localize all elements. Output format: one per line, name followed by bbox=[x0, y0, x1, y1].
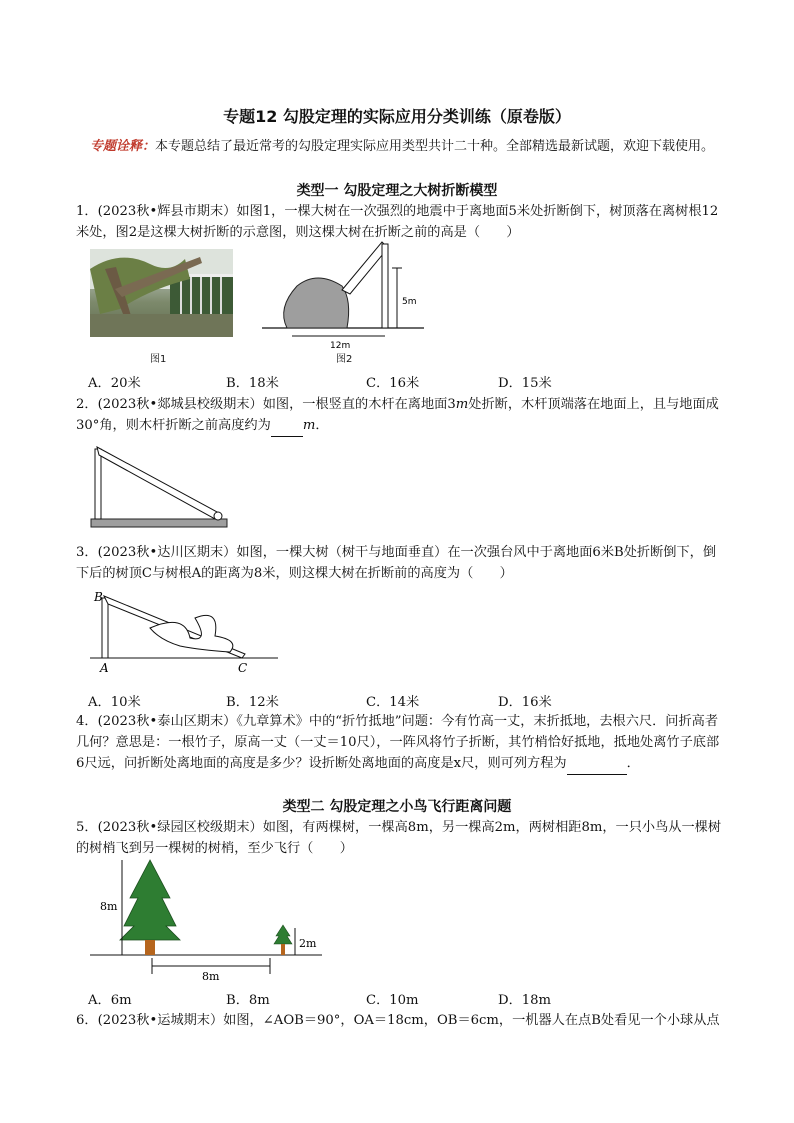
question-text: (2023秋•辉县市期末）如图1，一棵大树在一次强烈的地震中于离地面5米处折断倒下，树顶落在离树根12米处，图2是这棵大树折断的示意图，则这棵大树在折断之前的高是（ ） bbox=[76, 204, 719, 240]
label-8m: 8m bbox=[100, 900, 118, 913]
question-6 bbox=[76, 1010, 726, 1031]
option-c[interactable]: C．10m bbox=[366, 993, 419, 1008]
question-3 bbox=[76, 542, 726, 584]
intro-text: 本专题总结了最近常考的勾股定理实际应用类型共计二十种。全部精选最新试题，欢迎下载使用。 bbox=[155, 139, 715, 154]
question-text: (2023秋•绿园区校级期末）如图，有两棵树，一棵高8m，另一棵高2m，两树相距8m，一只小鸟从一棵树的树梢飞到另一棵树的树梢，至少飞行（ ） bbox=[76, 820, 722, 856]
option-a[interactable]: A．20米 bbox=[88, 376, 141, 391]
figure-2-diagram bbox=[262, 238, 442, 351]
option-d[interactable]: D．16米 bbox=[498, 695, 552, 710]
option-c[interactable]: C．14米 bbox=[366, 695, 420, 710]
question-4 bbox=[76, 711, 726, 775]
tree-trunk bbox=[102, 598, 108, 658]
option-a[interactable]: A．6m bbox=[88, 993, 132, 1008]
option-a[interactable]: A．10米 bbox=[88, 695, 141, 710]
label-a: A bbox=[100, 661, 109, 675]
page-title: 专题12 勾股定理的实际应用分类训练（原卷版） bbox=[223, 107, 571, 126]
answer-blank[interactable] bbox=[271, 415, 303, 437]
option-b[interactable]: B．18米 bbox=[226, 376, 279, 391]
question-5 bbox=[76, 817, 726, 859]
question-text-b: 处折断，木杆顶端落在地面上，且与地面成30°角，则木杆折断之前高度约为 bbox=[76, 397, 719, 433]
short-tree-icon bbox=[274, 925, 292, 944]
short-tree-trunk bbox=[281, 944, 285, 955]
option-d[interactable]: D．18m bbox=[498, 993, 552, 1008]
tall-tree-trunk bbox=[145, 940, 155, 955]
question-1 bbox=[76, 201, 726, 243]
tall-tree-icon bbox=[120, 860, 180, 940]
question-number: 3． bbox=[76, 545, 98, 560]
figure-1-caption: 图1 bbox=[150, 354, 167, 365]
fallen-tree-photo bbox=[90, 249, 233, 337]
two-trees-diagram bbox=[90, 858, 330, 983]
label-5m: 5m bbox=[402, 297, 417, 307]
label-12m: 12m bbox=[330, 341, 351, 351]
fallen-pole bbox=[97, 447, 219, 519]
typhoon-tree-diagram bbox=[90, 588, 280, 678]
rock-shape bbox=[284, 278, 349, 328]
question-text-a: (2023秋•郯城县校级期末）如图，一根竖直的木杆在离地面3 bbox=[97, 397, 456, 412]
upright-pole bbox=[95, 449, 101, 519]
question-text: (2023秋•达川区期末）如图，一棵大树（树干与地面垂直）在一次强台风中于离地面6米B处折断倒下，倒下后的树顶C与树根A的距离为8米，则这棵大树在折断前的高度为（ ） bbox=[76, 545, 717, 581]
question-text-c: ． bbox=[315, 418, 329, 433]
question-number: 2． bbox=[76, 397, 98, 412]
section-heading-2: 类型二 勾股定理之小鸟飞行距离问题 bbox=[282, 799, 512, 815]
intro-lead: 专题诠释： bbox=[90, 139, 156, 154]
answer-blank[interactable] bbox=[567, 753, 627, 775]
intro-paragraph bbox=[90, 136, 730, 157]
label-2m: 2m bbox=[299, 937, 317, 950]
question-number: 5． bbox=[76, 820, 98, 835]
question-text: (2023秋•运城期末）如图，∠AOB＝90°，OA＝18cm，OB＝6cm，一机器人在点B处看见一个小球从点 bbox=[97, 1013, 720, 1028]
label-c: C bbox=[238, 661, 248, 675]
question-number: 6． bbox=[76, 1013, 98, 1028]
unit-m-2: m bbox=[302, 418, 316, 433]
unit-m: m bbox=[455, 397, 469, 412]
pole-diagram bbox=[89, 443, 229, 528]
option-c[interactable]: C．16米 bbox=[366, 376, 420, 391]
tree-stump bbox=[382, 244, 388, 328]
label-distance-8m: 8m bbox=[202, 970, 220, 983]
question-2 bbox=[76, 394, 726, 437]
option-b[interactable]: B．12米 bbox=[226, 695, 279, 710]
figure-2-caption: 图2 bbox=[336, 354, 353, 365]
question-text: (2023秋•泰山区期末）《九章算术》中的“折竹抵地”问题：今有竹高一丈，末折抵地，去根六尺．问折高者几何？意思是：一根竹子，原高一丈（一丈＝10尺），一阵风将竹子折断，其竹梢恰好抵地，抵地处离竹子底部6尺远，问折断处离地面的高度是多少？设折断处离地面的高度是x尺，则可列方程为 bbox=[76, 714, 720, 771]
section-heading-1: 类型一 勾股定理之大树折断模型 bbox=[296, 183, 498, 199]
label-b: B bbox=[94, 590, 103, 604]
question-tail: ． bbox=[626, 756, 640, 771]
question-number: 1． bbox=[76, 204, 98, 219]
broken-trunk bbox=[342, 242, 388, 294]
option-d[interactable]: D．15米 bbox=[498, 376, 552, 391]
ground-base bbox=[91, 519, 227, 527]
option-b[interactable]: B．8m bbox=[226, 993, 270, 1008]
question-number: 4． bbox=[76, 714, 98, 729]
